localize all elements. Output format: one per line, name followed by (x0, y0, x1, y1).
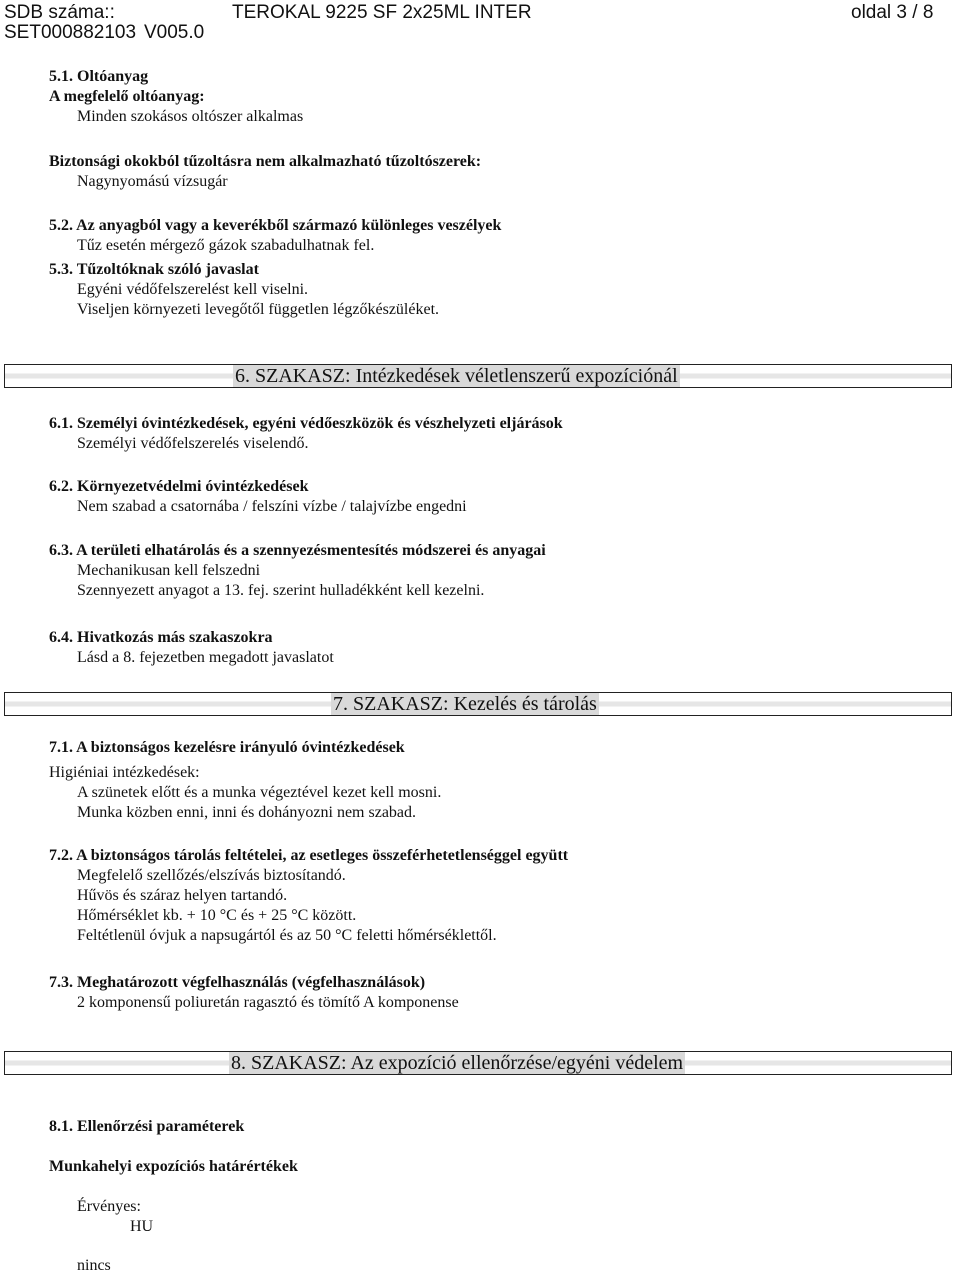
text-7-2-b: Hűvös és száraz helyen tartandó. (77, 887, 288, 904)
page-number: oldal 3 / 8 (851, 2, 934, 23)
text-6-3-a: Mechanikusan kell felszedni (77, 562, 261, 579)
heading-6-1: 6.1. Személyi óvintézkedések, egyéni védőeszközök és vészhelyzeti eljárások (49, 415, 563, 432)
heading-7-2: 7.2. A biztonságos tárolás feltételei, az esetleges összeférhetetlenséggel együtt (49, 847, 569, 864)
heading-8-1: 8.1. Ellenőrzési paraméterek (49, 1118, 245, 1135)
text-7-2-c: Hőmérséklet kb. + 10 °C és + 25 °C között. (77, 907, 357, 924)
valid-value: HU (130, 1218, 154, 1235)
subheading-exposure-limits: Munkahelyi expozíciós határértékek (49, 1158, 298, 1175)
heading-6-2: 6.2. Környezetvédelmi óvintézkedések (49, 478, 309, 495)
text-7-2-a: Megfelelő szellőzés/elszívás biztosítandó. (77, 867, 346, 884)
text-5-2: Tűz esetén mérgező gázok szabadulhatnak fel. (77, 237, 375, 254)
text-6-4: Lásd a 8. fejezetben megadott javaslatot (77, 649, 334, 666)
heading-6-4: 6.4. Hivatkozás más szakaszokra (49, 629, 273, 646)
section-8-title: 8. SZAKASZ: Az expozíció ellenőrzése/egyéni védelem (231, 1052, 684, 1074)
text-7-2-d: Feltétlenül óvjuk a napsugártól és az 50 °C feletti hőmérséklettől. (77, 927, 497, 944)
none-text: nincs (77, 1257, 111, 1274)
section-6-title: 6. SZAKASZ: Intézkedések véletlenszerű expozíciónál (235, 365, 678, 387)
text-7-1-b: Munka közben enni, inni és dohányozni nem szabad. (77, 804, 417, 821)
text-6-3-b: Szennyezett anyagot a 13. fej. szerint hulladékként kell kezelni. (77, 582, 485, 599)
text-7-3: 2 komponensű poliuretán ragasztó és tömítő A komponense (77, 994, 459, 1011)
section-7-title: 7. SZAKASZ: Kezelés és tárolás (333, 693, 597, 715)
subheading-unsuitable-media: Biztonsági okokból tűzoltásra nem alkalmazható tűzoltószerek: (49, 153, 482, 170)
heading-5-2: 5.2. Az anyagból vagy a keverékből származó különleges veszélyek (49, 217, 502, 234)
text-7-1-a: A szünetek előtt és a munka végeztével kezet kell mosni. (77, 784, 442, 801)
heading-7-1: 7.1. A biztonságos kezelésre irányuló óvintézkedések (49, 739, 405, 756)
subheading-suitable-media: A megfelelő oltóanyag: (49, 88, 205, 105)
text-suitable-media: Minden szokásos oltószer alkalmas (77, 108, 304, 125)
text-6-2: Nem szabad a csatornába / felszíni vízbe / talajvízbe engedni (77, 498, 467, 515)
heading-5-1: 5.1. Oltóanyag (49, 68, 149, 85)
product-name: TEROKAL 9225 SF 2x25ML INTER (232, 2, 532, 23)
sdb-label: SDB száma:: (4, 2, 115, 23)
version: V005.0 (144, 22, 205, 43)
valid-label: Érvényes: (77, 1198, 141, 1215)
sdb-number: SET000882103 (4, 22, 137, 43)
heading-5-3: 5.3. Tűzoltóknak szóló javaslat (49, 261, 259, 278)
text-5-3-b: Viseljen környezeti levegőtől független légzőkészüléket. (77, 301, 440, 318)
text-unsuitable-media: Nagynyomású vízsugár (77, 173, 228, 190)
heading-7-3: 7.3. Meghatározott végfelhasználás (végfelhasználások) (49, 974, 426, 991)
heading-6-3: 6.3. A területi elhatárolás és a szennyezésmentesítés módszerei és anyagai (49, 542, 546, 559)
text-5-3-a: Egyéni védőfelszerelést kell viselni. (77, 281, 309, 298)
subheading-hygiene: Higiéniai intézkedések: (49, 764, 200, 781)
text-6-1: Személyi védőfelszerelés viselendő. (77, 435, 309, 452)
